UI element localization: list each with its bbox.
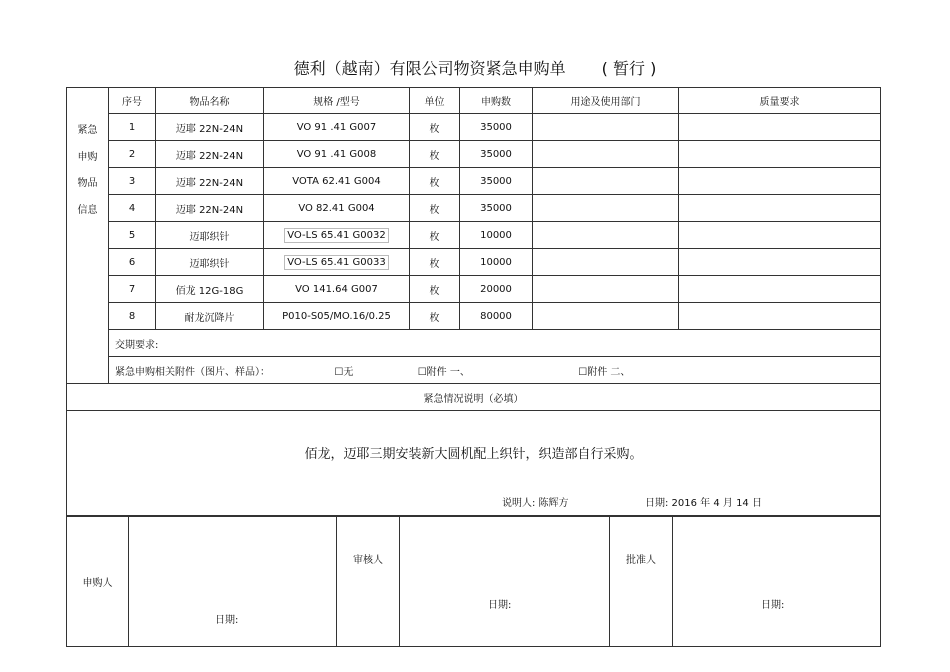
applicant-label: 申购人 [67,517,129,647]
cell-unit: 枚 [410,249,460,276]
cell-use[interactable] [533,114,679,141]
delivery-label[interactable]: 交期要求: [109,330,881,357]
cell-no: 6 [109,249,156,276]
cell-qty: 10000 [460,249,533,276]
table-row [67,222,881,249]
cell-no: 3 [109,168,156,195]
cell-no: 5 [109,222,156,249]
cell-qty: 35000 [460,141,533,168]
col-header-qty: 申购数 [460,88,533,114]
checkbox-none[interactable]: ☐无 [334,366,354,378]
situation-row [67,411,881,516]
cell-spec: VOTA 62.41 G004 [264,168,410,195]
cell-qty: 35000 [460,168,533,195]
cell-use[interactable] [533,303,679,330]
col-header-spec: 规格 /型号 [264,88,410,114]
checkbox-attachment-2[interactable]: ☐附件 二、 [578,366,631,378]
cell-quality[interactable] [679,222,881,249]
col-header-use: 用途及使用部门 [533,88,679,114]
reviewer-label: 审核人 [337,517,400,647]
cell-name: 迈耶织针 [156,222,264,249]
cell-qty: 35000 [460,195,533,222]
table-row [67,303,881,330]
cell-unit: 枚 [410,114,460,141]
situation-header-row [67,384,881,411]
cell-name: 迈耶 22N-24N [156,195,264,222]
spec-text: VO-LS 65.41 G0032 [284,228,389,243]
cell-name: 迈耶 22N-24N [156,168,264,195]
col-header-quality: 质量要求 [679,88,881,114]
reviewer-date: 日期: [488,600,512,611]
cell-qty: 35000 [460,114,533,141]
cell-spec: P010-S05/MO.16/0.25 [264,303,410,330]
col-header-no: 序号 [109,88,156,114]
cell-name: 迈耶织针 [156,249,264,276]
situation-header: 紧急情况说明（必填） [67,384,881,411]
cell-qty: 80000 [460,303,533,330]
table-row [67,249,881,276]
situation-cell [67,411,881,516]
requisition-form [66,87,881,516]
cell-no: 7 [109,276,156,303]
table-row [67,141,881,168]
table-row [67,276,881,303]
cell-spec: VO 91 .41 G008 [264,141,410,168]
applicant-date: 日期: [215,615,239,626]
cell-unit: 枚 [410,222,460,249]
table-row [67,114,881,141]
spec-text: VO-LS 65.41 G0033 [284,255,389,270]
table-row [67,195,881,222]
cell-quality[interactable] [679,114,881,141]
cell-use[interactable] [533,222,679,249]
cell-spec: VO 91 .41 G007 [264,114,410,141]
cell-no: 8 [109,303,156,330]
cell-use[interactable] [533,141,679,168]
cell-name: 迈耶 22N-24N [156,114,264,141]
cell-use[interactable] [533,168,679,195]
situation-date: 日期: 2016 年 4 月 14 日 [645,498,762,509]
cell-unit: 枚 [410,195,460,222]
cell-quality[interactable] [679,141,881,168]
cell-spec: VO 82.41 G004 [264,195,410,222]
cell-spec: VO 141.64 G007 [264,276,410,303]
cell-quality[interactable] [679,195,881,222]
cell-unit: 枚 [410,303,460,330]
side-label: 紧急 申购 物品 信息 [67,88,109,384]
page-title: 德利（越南）有限公司物资紧急申购单 ( 暂行 ) [293,59,657,78]
cell-unit: 枚 [410,276,460,303]
cell-unit: 枚 [410,168,460,195]
cell-name: 耐龙沉降片 [156,303,264,330]
cell-name: 佰龙 12G-18G [156,276,264,303]
cell-quality[interactable] [679,249,881,276]
delivery-row [67,330,881,357]
approver-date: 日期: [761,600,785,611]
cell-no: 1 [109,114,156,141]
attachment-cell [109,357,881,384]
signature-row [67,517,881,647]
col-header-name: 物品名称 [156,88,264,114]
cell-qty: 10000 [460,222,533,249]
cell-name: 迈耶 22N-24N [156,141,264,168]
cell-unit: 枚 [410,141,460,168]
attachment-row [67,357,881,384]
reviewer-sign-field[interactable] [400,517,610,647]
checkbox-attachment-1[interactable]: ☐附件 一、 [417,366,470,378]
cell-use[interactable] [533,276,679,303]
cell-quality[interactable] [679,303,881,330]
cell-no: 4 [109,195,156,222]
applicant-sign-field[interactable] [129,517,337,647]
attachment-label: 紧急申购相关附件（图片、样品）： [115,366,270,378]
header-row [67,88,881,114]
cell-use[interactable] [533,195,679,222]
cell-no: 2 [109,141,156,168]
cell-qty: 20000 [460,276,533,303]
cell-spec [264,249,410,276]
situation-text: 佰龙，迈耶三期安装新大圆机配上织针，织造部自行采购。 [304,447,643,462]
col-header-unit: 单位 [410,88,460,114]
explainer: 说明人: 陈辉方 [502,498,569,509]
cell-quality[interactable] [679,276,881,303]
table-row [67,168,881,195]
approver-label: 批准人 [610,517,673,647]
cell-spec [264,222,410,249]
signature-table [66,516,881,647]
cell-quality[interactable] [679,168,881,195]
approver-sign-field[interactable] [673,517,881,647]
cell-use[interactable] [533,249,679,276]
